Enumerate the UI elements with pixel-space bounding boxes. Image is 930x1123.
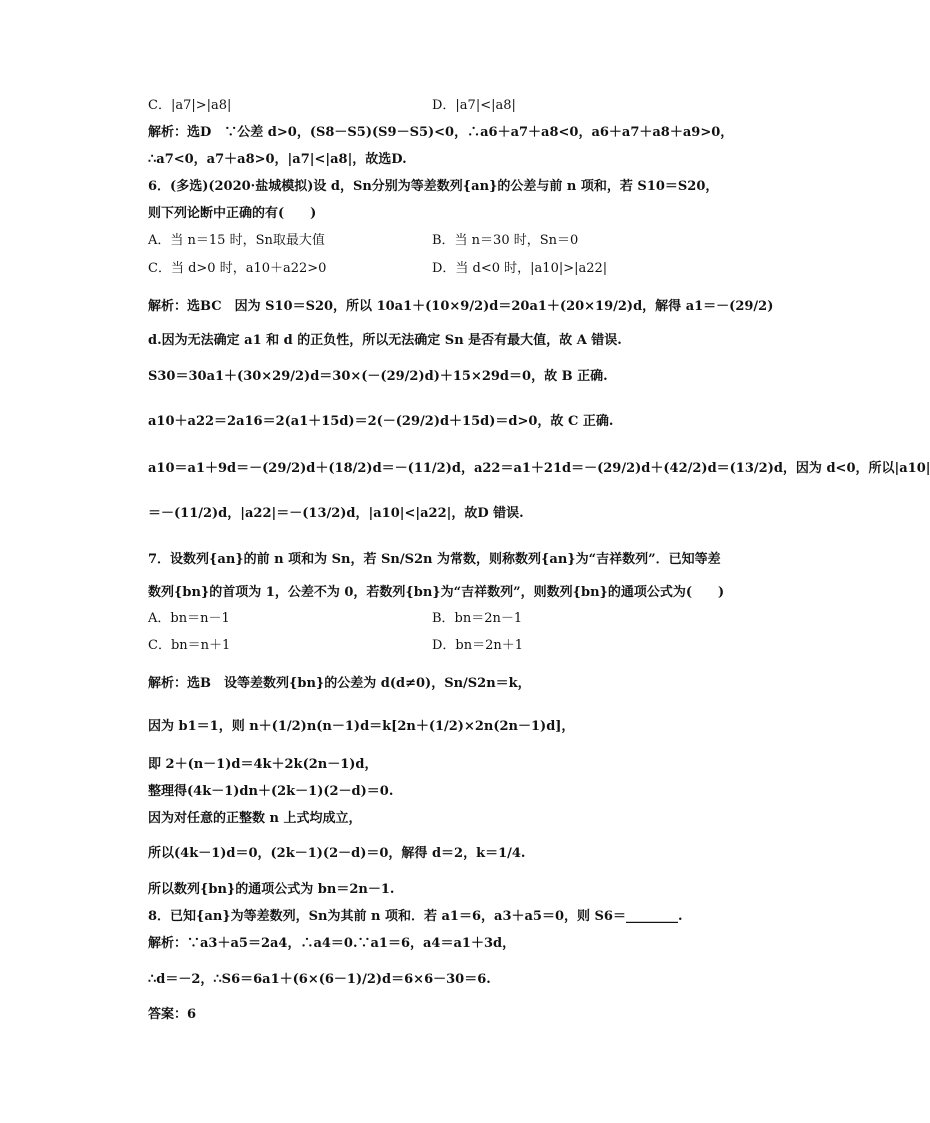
q8-solution-line-2: ∴d＝－2，∴S6＝6a1＋(6×(6－1)/2)d＝6×6－30＝6.: [148, 972, 491, 987]
q6-solution-line-4: a10＋a22＝2a16＝2(a1＋15d)＝2(－(29/2)d＋15d)＝d>0，故 C 正确.: [148, 414, 614, 429]
q6-solution-line-5: a10＝a1＋9d＝－(29/2)d＋(18/2)d＝－(11/2)d，a22＝a1＋21d＝－(29/2)d＋(42/2)d＝(13/2)d，因为 d<0，所以|a10|: [148, 461, 930, 476]
q5-option-d: D．|a7|<|a8|: [432, 98, 516, 113]
q6-solution-line-6: ＝－(11/2)d，|a22|＝－(13/2)d，|a10|<|a22|，故D 错误.: [148, 506, 524, 521]
q7-solution-line-7: 所以数列{bn}的通项公式为 bn＝2n－1.: [148, 882, 395, 897]
q6-option-b: B．当 n＝30 时，Sn＝0: [432, 233, 579, 248]
q7-option-b: B．bn＝2n－1: [432, 611, 523, 626]
q7-stem-line-1: 7．设数列{an}的前 n 项和为 Sn，若 Sn/S2n 为常数，则称数列{an}为“吉祥数列”．已知等差: [148, 552, 721, 567]
q5-option-c: C．|a7|>|a8|: [148, 98, 232, 113]
q6-option-a: A．当 n＝15 时，Sn取最大值: [148, 233, 325, 248]
q7-option-a: A．bn＝n－1: [148, 611, 230, 626]
q7-solution-line-6: 所以(4k－1)d＝0，(2k－1)(2－d)＝0，解得 d＝2，k＝1/4.: [148, 846, 526, 861]
q7-solution-line-3: 即 2＋(n－1)d＝4k＋2k(2n－1)d，: [148, 757, 378, 772]
q5-solution-line-2: ∴a7<0，a7＋a8>0，|a7|<|a8|，故选D.: [148, 152, 407, 167]
q6-stem-line-2: 则下列论断中正确的有( ): [148, 206, 317, 221]
q6-solution-line-1: 解析：选BC 因为 S10＝S20，所以 10a1＋(10×9/2)d＝20a1＋(20×19/2)d，解得 a1＝－(29/2): [148, 299, 774, 314]
q7-option-d: D．bn＝2n＋1: [432, 638, 524, 653]
q7-solution-line-2: 因为 b1＝1，则 n＋(1/2)n(n－1)d＝k[2n＋(1/2)×2n(2n－1)d]，: [148, 719, 575, 734]
q7-solution-line-4: 整理得(4k－1)dn＋(2k－1)(2－d)＝0.: [148, 784, 394, 799]
q6-option-c: C．当 d>0 时，a10＋a22>0: [148, 261, 327, 276]
q7-solution-line-1: 解析：选B 设等差数列{bn}的公差为 d(d≠0)，Sn/S2n＝k，: [148, 676, 531, 691]
q6-option-d: D．当 d<0 时，|a10|>|a22|: [432, 261, 608, 276]
q8-answer: 答案：6: [148, 1007, 197, 1022]
q7-solution-line-5: 因为对任意的正整数 n 上式均成立，: [148, 811, 362, 826]
q7-stem-line-2: 数列{bn}的首项为 1，公差不为 0，若数列{bn}为“吉祥数列”，则数列{bn}的通项公式为( ): [148, 585, 725, 600]
q8-stem: 8．已知{an}为等差数列，Sn为其前 n 项和．若 a1＝6，a3＋a5＝0，则 S6＝________.: [148, 909, 683, 924]
q6-solution-line-3: S30＝30a1＋(30×29/2)d＝30×(－(29/2)d)＋15×29d＝0，故 B 正确.: [148, 369, 608, 384]
q6-stem-line-1: 6．(多选)(2020·盐城模拟)设 d，Sn分别为等差数列{an}的公差与前 n 项和，若 S10＝S20，: [148, 179, 719, 194]
q8-solution-line-1: 解析：∵a3＋a5＝2a4，∴a4＝0.∵a1＝6，a4＝a1＋3d，: [148, 936, 516, 951]
q5-solution-line-1: 解析：选D ∵公差 d>0，(S8－S5)(S9－S5)<0，∴a6＋a7＋a8<0，a6＋a7＋a8＋a9>0，: [148, 125, 734, 140]
q7-option-c: C．bn＝n＋1: [148, 638, 231, 653]
q6-solution-line-2: d.因为无法确定 a1 和 d 的正负性，所以无法确定 Sn 是否有最大值，故 A 错误.: [148, 333, 622, 348]
